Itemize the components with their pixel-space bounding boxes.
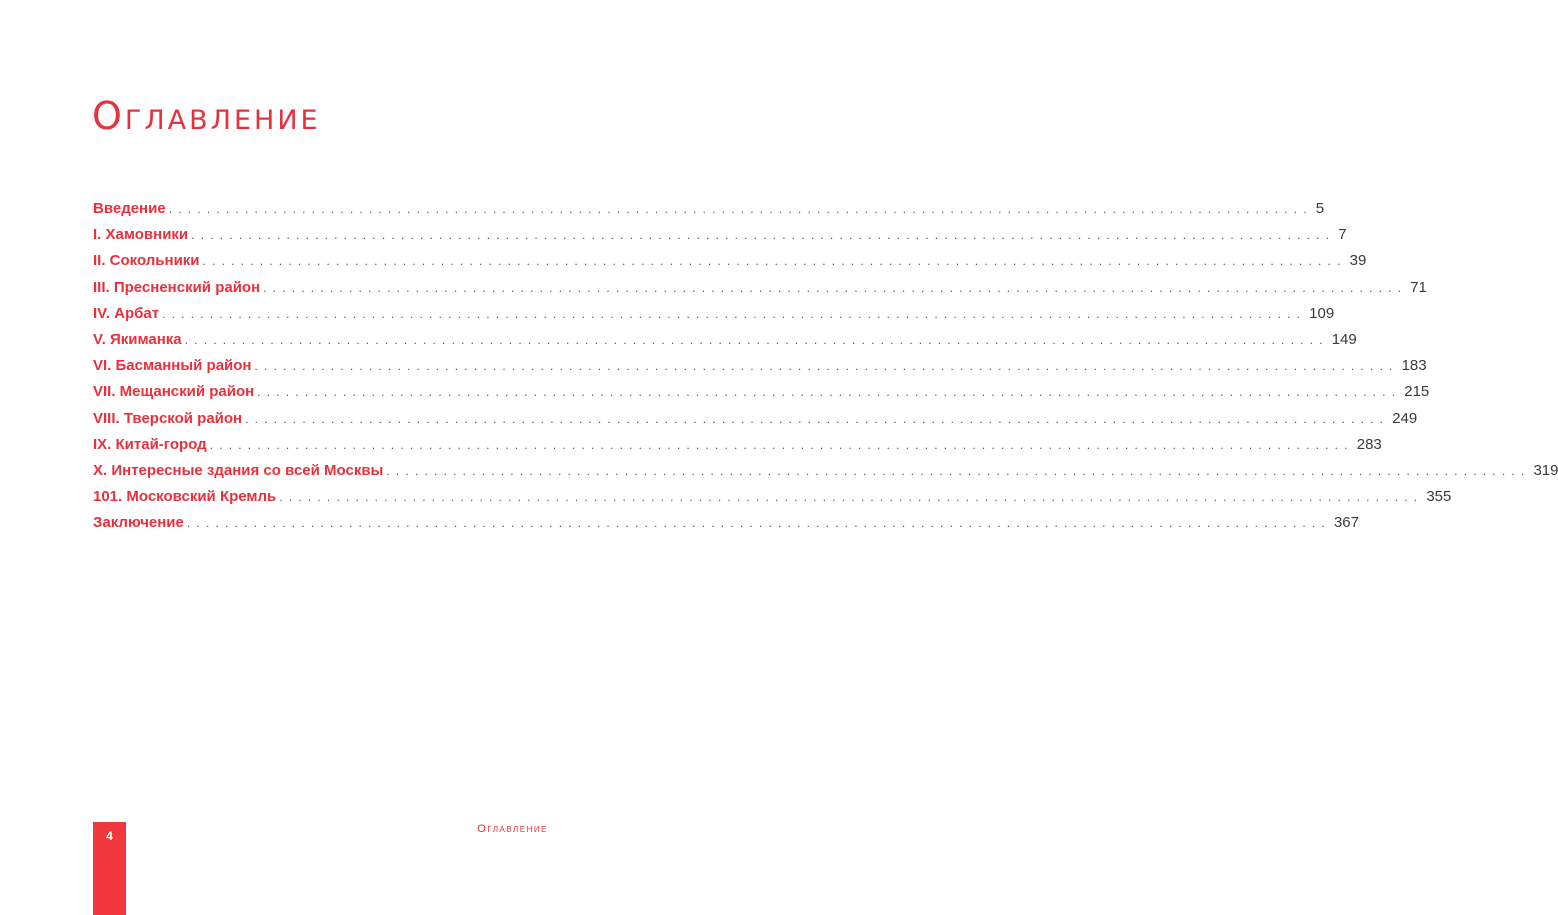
toc-entry-page: 283 — [1356, 435, 1382, 453]
toc-entry-page: 39 — [1349, 252, 1367, 270]
toc-entry[interactable] — [93, 196, 1325, 222]
toc-entry-page: 7 — [1338, 226, 1347, 244]
page-number-tab — [93, 822, 126, 915]
toc-entry-title[interactable]: 101. Московский Кремль — [93, 488, 277, 506]
toc-entry-title[interactable]: VI. Басманный район — [93, 357, 252, 375]
toc-entry-page: 71 — [1410, 278, 1427, 296]
toc-entry-title[interactable]: VIII. Тверской район — [93, 409, 243, 427]
toc-entry[interactable] — [93, 406, 1418, 432]
toc-entry[interactable] — [93, 510, 1359, 536]
toc-entry-page: 319 — [1533, 461, 1558, 479]
page-title: Оглавление — [92, 94, 321, 138]
toc-entry[interactable] — [93, 458, 1558, 484]
toc-entry-title[interactable]: V. Якиманка — [93, 330, 182, 348]
table-of-contents — [93, 196, 1558, 536]
toc-entry-page: 183 — [1401, 357, 1427, 375]
toc-entry[interactable] — [93, 301, 1335, 327]
dot-leader: ........................................................................................................................ — [168, 202, 1313, 216]
dot-leader: ........................................................................................................................ — [186, 516, 1331, 531]
dot-leader: ........................................................................................................................ — [245, 411, 1390, 426]
dot-leader: ........................................................................................................................ — [254, 359, 1399, 374]
toc-entry[interactable] — [93, 248, 1367, 274]
dot-leader: ........................................................................................................................ — [162, 306, 1307, 321]
dot-leader: ........................................................................................................................ — [184, 332, 1329, 347]
toc-entry-title[interactable]: IV. Арбат — [93, 304, 160, 322]
toc-entry[interactable] — [93, 275, 1427, 301]
toc-entry-page: 249 — [1392, 409, 1418, 427]
dot-leader: ........................................................................................................................ — [279, 490, 1424, 505]
dot-leader: ........................................................................................................................ — [257, 385, 1402, 400]
toc-entry-title[interactable]: VII. Мещанский район — [93, 383, 255, 401]
toc-entry[interactable] — [93, 222, 1347, 248]
toc-entry[interactable] — [93, 484, 1452, 510]
toc-entry-title[interactable]: X. Интересные здания со всей Москвы — [93, 461, 384, 479]
dot-leader: ........................................................................................................................ — [386, 463, 1531, 478]
toc-entry-title[interactable]: I. Хамовники — [93, 226, 189, 244]
toc-entry[interactable] — [93, 353, 1427, 379]
toc-entry-title[interactable]: II. Сокольники — [93, 252, 200, 270]
dot-leader: ........................................................................................................................ — [202, 254, 1347, 269]
toc-entry[interactable] — [93, 379, 1430, 405]
toc-entry-page: 5 — [1315, 200, 1325, 217]
toc-entry[interactable] — [93, 327, 1357, 353]
toc-entry-page: 109 — [1309, 304, 1335, 322]
toc-entry-page: 215 — [1404, 383, 1430, 401]
toc-entry-page: 367 — [1333, 514, 1359, 532]
toc-entry-page: 149 — [1331, 330, 1357, 348]
toc-entry-page: 355 — [1426, 488, 1452, 506]
page-number: 4 — [106, 829, 113, 843]
dot-leader: ........................................................................................................................ — [191, 228, 1336, 243]
dot-leader: ........................................................................................................................ — [209, 437, 1354, 452]
toc-entry-title[interactable]: Введение — [93, 200, 166, 217]
toc-entry[interactable] — [93, 432, 1382, 458]
dot-leader: ........................................................................................................................ — [263, 280, 1408, 295]
running-head: Оглавление — [477, 823, 548, 835]
toc-entry-title[interactable]: Заключение — [93, 514, 184, 532]
toc-entry-title[interactable]: III. Пресненский район — [93, 278, 261, 296]
toc-entry-title[interactable]: IX. Китай-город — [93, 435, 207, 453]
